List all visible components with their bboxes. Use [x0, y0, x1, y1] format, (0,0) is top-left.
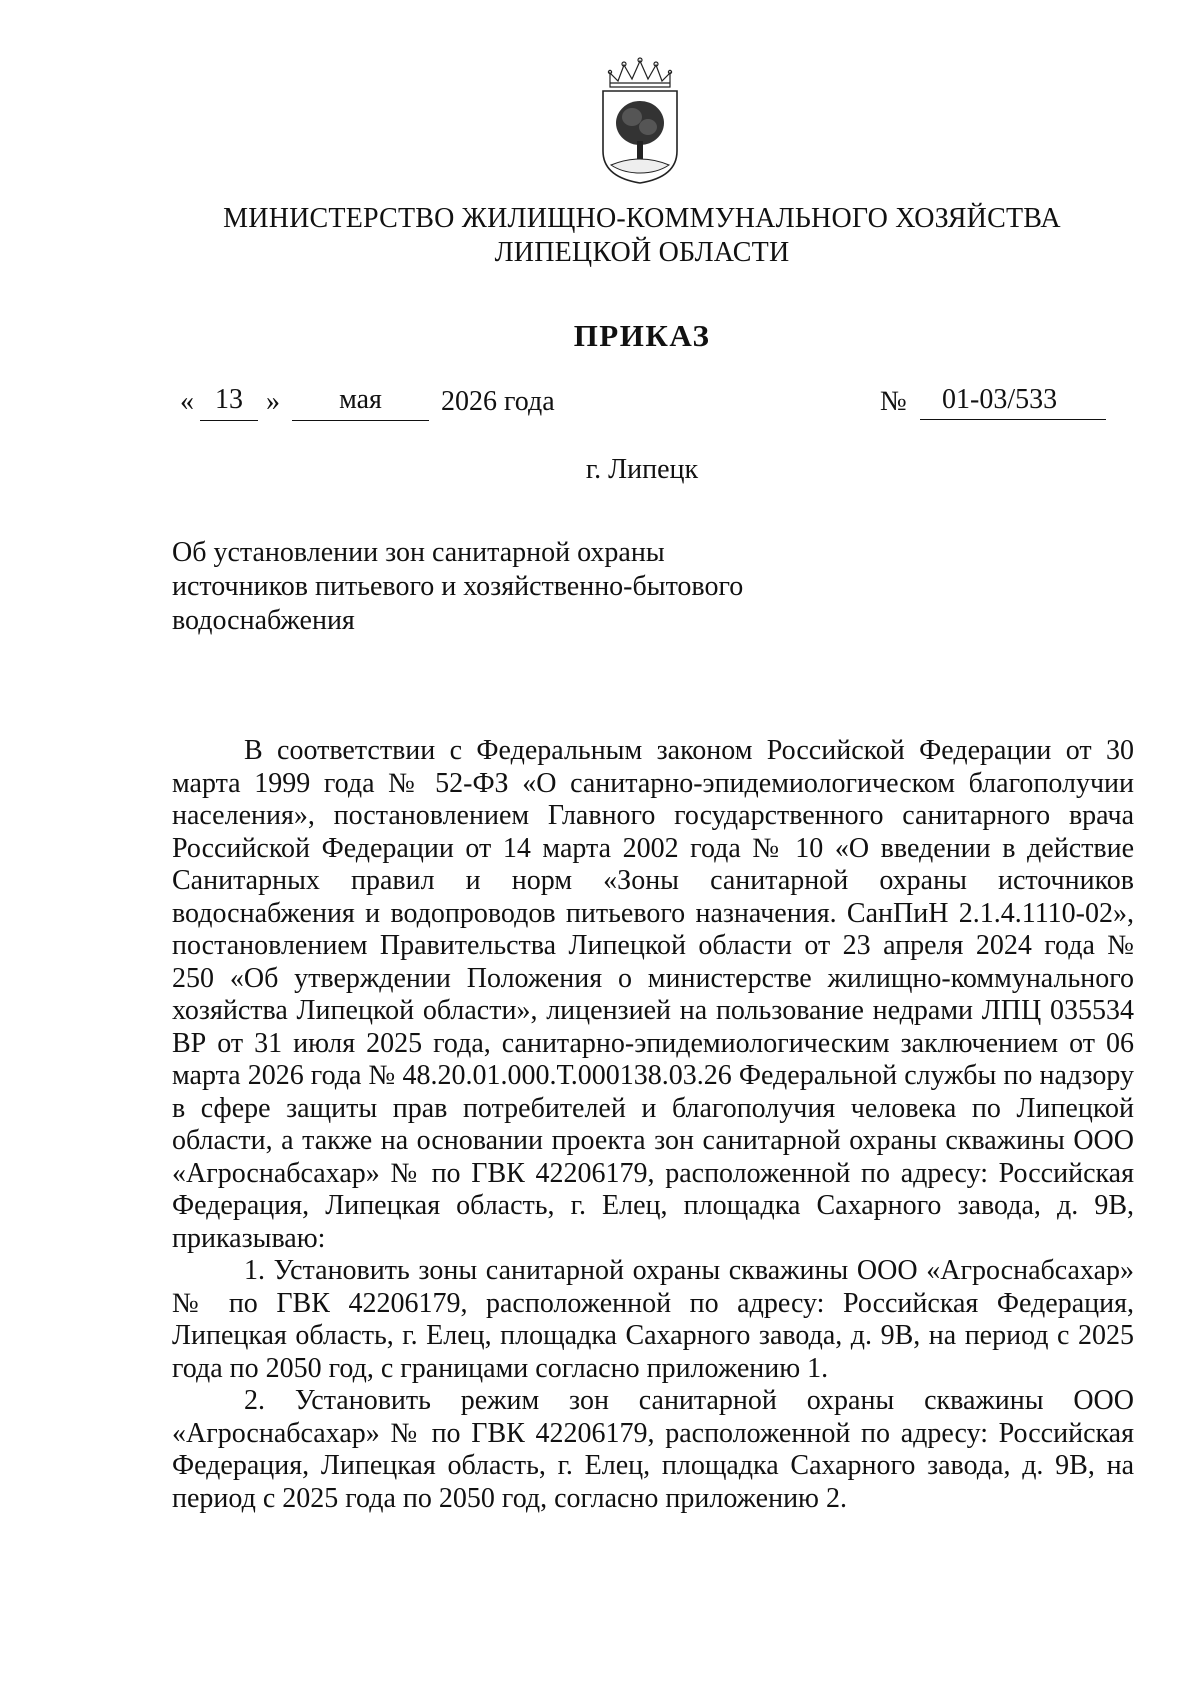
date-day: 13	[200, 386, 258, 421]
place-of-issue: г. Липецк	[585, 454, 699, 485]
preamble-paragraph: В соответствии с Федеральным законом Российской Федерации от 30 марта 1999 года № 52-ФЗ «О санитарно-эпидемиологическом благополучии населения», постановлением Главного государственного санитарного врача Российской Федерации от 14 марта 2002 года № 10 «О введении в действие Санитарных правил и норм «Зоны санитарной охраны источников водоснабжения и водопроводов питьевого назначения. СанПиН 2.1.4.1110-02», постановлением Правительства Липецкой области от 23 апреля 2024 года № 250 «Об утверждении Положения о министерстве жилищно-коммунального хозяйства Липецкой области», лицензией на пользование недрами ЛПЦ 035534 ВР от 31 июля 2025 года, санитарно-эпидемиологическим заключением от 06 марта 2026 года № 48.20.01.000.Т.000138.03.26 Федеральной службы по надзору в сфере защиты прав потребителей и благополучия человека по Липецкой области, а также на основании проекта зон санитарной охраны скважины ООО «Агроснабсахар» № по ГВК 42206179, расположенной по адресу: Российская Федерация, Липецкая область, г. Елец, площадка Сахарного завода, д. 9В, приказываю:	[172, 735, 1134, 1254]
date-year: 2026 года	[441, 386, 555, 417]
order-number-sign: №	[880, 386, 907, 417]
crown-icon	[608, 58, 671, 87]
order-item-2: 2. Установить режим зон санитарной охраны скважины ООО «Агроснабсахар» № по ГВК 42206179, расположенной по адресу: Российская Федерация, Липецкая область, г. Елец, площадка Сахарного завода, д. 9В, на период с 2025 года по 2050 год, согласно приложению 2.	[172, 1385, 1134, 1514]
order-item-1: 1. Установить зоны санитарной охраны скважины ООО «Агроснабсахар» № по ГВК 42206179, расположенной по адресу: Российская Федерация, Липецкая область, г. Елец, площадка Сахарного завода, д. 9В, на период с 2025 года по 2050 год, с границами согласно приложению 1.	[172, 1255, 1134, 1384]
order-subject-line1: Об установлении зон санитарной охраны	[172, 537, 665, 568]
ministry-name-line1: МИНИСТЕРСТВО ЖИЛИЩНО-КОММУНАЛЬНОГО ХОЗЯЙСТВА	[223, 203, 1061, 234]
coat-of-arms-icon	[597, 55, 683, 185]
order-subject-line3: водоснабжения	[172, 605, 355, 636]
ministry-name-line2: ЛИПЕЦКОЙ ОБЛАСТИ	[494, 237, 790, 268]
date-open-quote: «	[180, 386, 194, 417]
order-number: 01-03/533	[920, 386, 1106, 420]
date-close-quote: »	[266, 386, 280, 417]
order-body	[172, 735, 1134, 1515]
order-subject-line2: источников питьевого и хозяйственно-бытового	[172, 571, 744, 602]
order-subject	[172, 536, 792, 638]
document-type-title: ПРИКАЗ	[573, 318, 711, 353]
date-month: мая	[292, 386, 429, 421]
